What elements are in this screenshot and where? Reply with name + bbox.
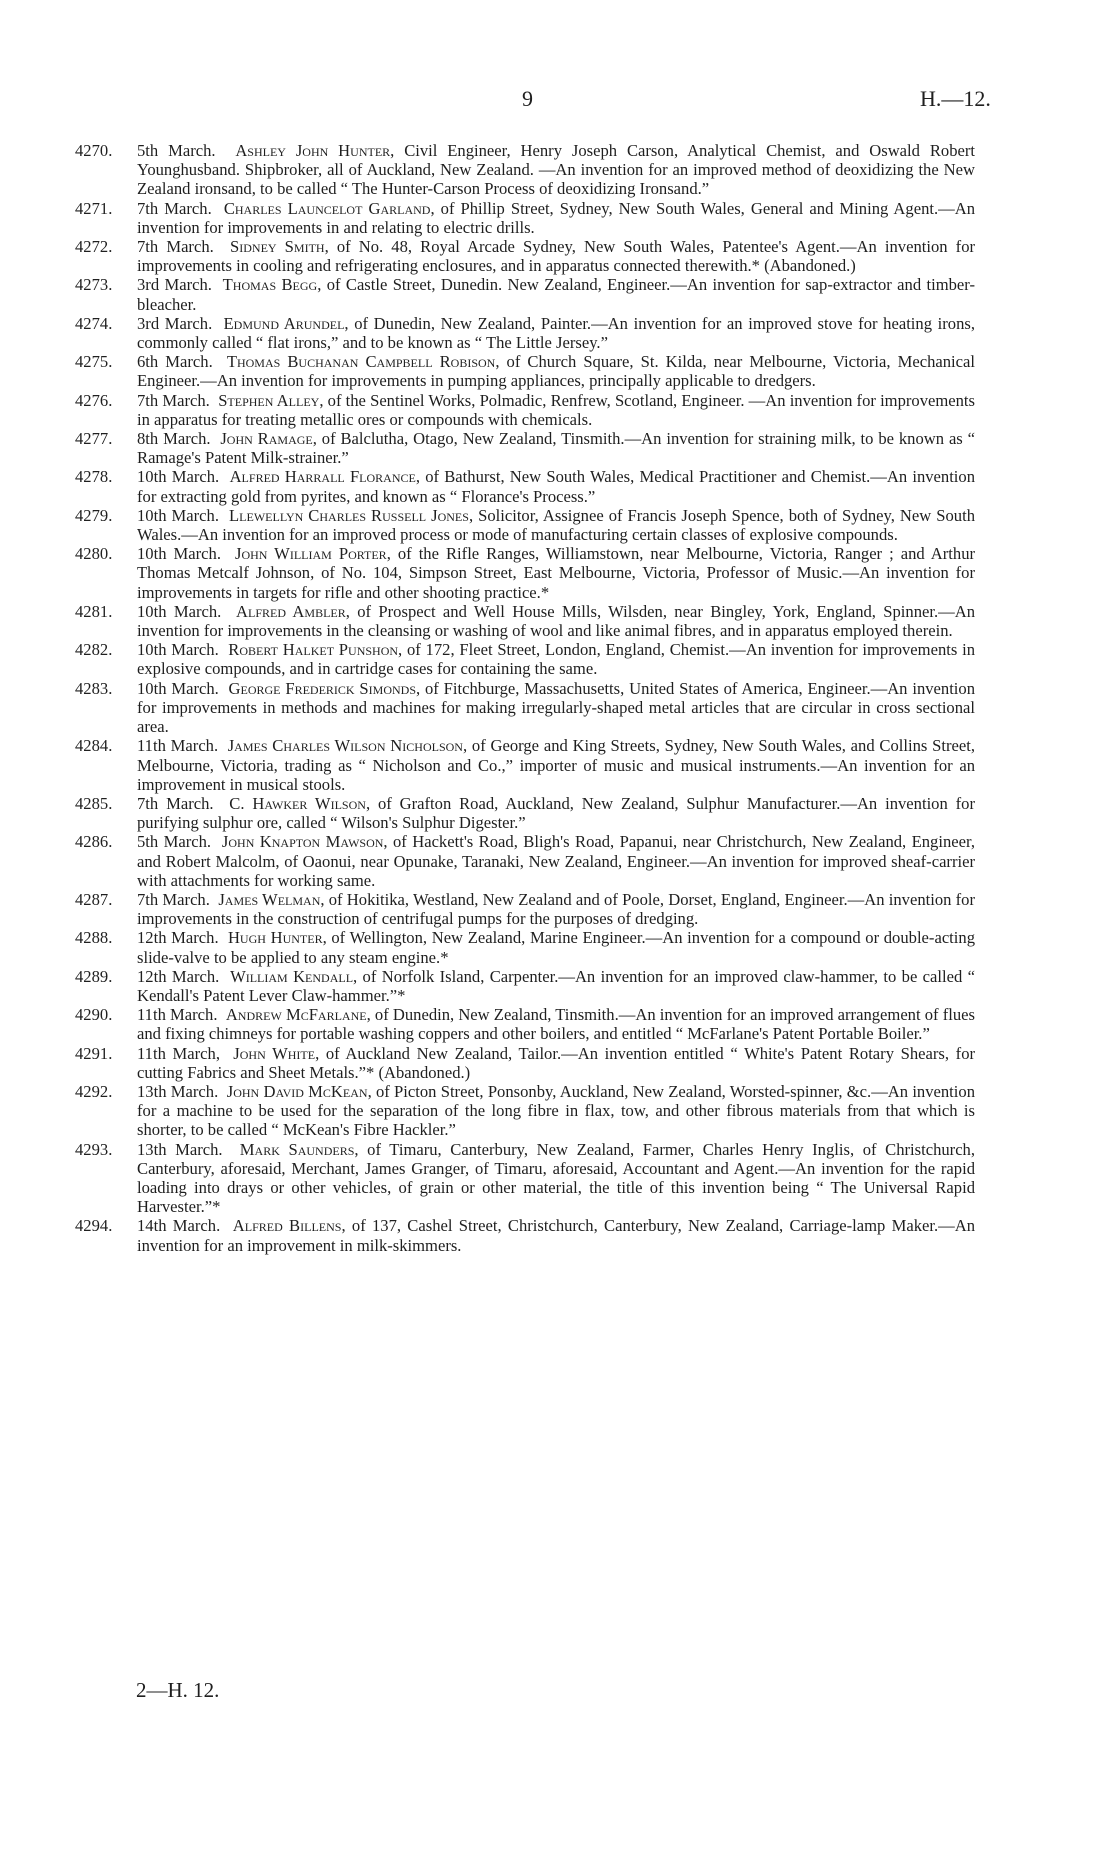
entry-number: 4283.: [75, 678, 113, 698]
entry-date: 7th March.: [137, 390, 210, 410]
patent-entry: [75, 429, 975, 467]
entry-date: 10th March.: [137, 640, 219, 660]
entry-date: 3rd March.: [137, 313, 213, 333]
patent-entry: [75, 890, 975, 928]
entry-applicant: Ashley John Hunter: [235, 141, 391, 160]
entry-number: 4273.: [75, 275, 113, 295]
paper-reference: H.—12.: [920, 86, 991, 111]
entry-date: 10th March.: [137, 544, 221, 564]
entry-applicant: John Ramage: [220, 429, 313, 449]
patent-entry: [75, 1005, 975, 1043]
entry-number: 4288.: [75, 928, 113, 948]
entry-number: 4291.: [75, 1043, 113, 1063]
entry-details: , of Grafton Road, Auckland, New Zealand, Sulphur Manufacturer.—An invention for purifying sulphur ore, called “ Wilson's Sulphur Digester.”: [137, 793, 975, 833]
entry-date: 3rd March.: [137, 275, 212, 295]
entry-number: 4294.: [75, 1216, 113, 1236]
entry-details: , of Dunedin, New Zealand, Painter.—An invention for an improved stove for heating irons, commonly called “ flat irons,” and to be known as “ The Little Jersey.”: [137, 313, 976, 353]
entry-applicant: William Kendall: [230, 966, 354, 986]
entry-details: , of Norfolk Island, Carpenter.—An invention for an improved claw-hammer, to be called “ Kendall's Patent Lever Claw-hammer.”*: [137, 966, 976, 1005]
patent-entries-list: [75, 141, 975, 1255]
entry-number: 4286.: [75, 832, 113, 852]
patent-entry: [75, 967, 975, 1005]
entry-details: , of Fitchburge, Massachusetts, United States of America, Engineer.—An invention for improvements in methods and machines for making irregularly-shaped metal articles that are circular in cross sectional area.: [137, 678, 976, 737]
patent-entry: [75, 928, 975, 966]
entry-details: , of Wellington, New Zealand, Marine Engineer.—An invention for a compound or double-acting slide-valve to be applied to any steam engine.*: [137, 928, 975, 967]
entry-date: 14th March.: [137, 1216, 221, 1236]
entry-applicant: Mark Saunders: [239, 1139, 355, 1159]
entry-details: , of George and King Streets, Sydney, New South Wales, and Collins Street, Melbourne, Victoria, trading as “ Nicholson and Co.,” importer of music and musical instruments.—An invention for an improvement in musical stools.: [137, 736, 976, 794]
entry-date: 13th March.: [137, 1081, 219, 1101]
entry-applicant: Thomas Begg: [222, 275, 318, 295]
entry-applicant: John William Porter: [235, 544, 387, 564]
entry-number: 4280.: [75, 544, 113, 564]
entry-date: 11th March.: [137, 736, 219, 756]
entry-applicant: Alfred Billens: [232, 1216, 342, 1236]
patent-entry: [75, 1044, 975, 1082]
entry-number: 4271.: [75, 198, 113, 218]
entry-details: , of No. 48, Royal Arcade Sydney, New South Wales, Patentee's Agent.—An invention for improvements in cooling and refrigerating enclosures, and in apparatus connected therewith.* (Abandoned.): [137, 237, 976, 276]
entry-date: 13th March.: [137, 1139, 223, 1159]
patent-entry: [75, 506, 975, 544]
entry-details: , of Prospect and Well House Mills, Wilsden, near Bingley, York, England, Spinner.—An invention for improvements in the cleansing or washing of wool and like animal fibres, and in apparatus employed therein.: [137, 601, 976, 641]
entry-applicant: Alfred Harrall Florance: [229, 467, 416, 487]
entry-date: 10th March.: [137, 505, 219, 525]
entry-number: 4279.: [75, 505, 113, 525]
patent-entry: [75, 736, 975, 794]
entry-number: 4277.: [75, 429, 113, 449]
entry-details: , of Hackett's Road, Bligh's Road, Papanui, near Christchurch, New Zealand, Engineer, and Robert Malcolm, of Oaonui, near Opunake, Taranaki, New Zealand, Engineer.—An invention for improved sheaf-carrier with attachments for working same.: [137, 832, 975, 890]
entry-number: 4272.: [75, 237, 113, 257]
entry-date: 7th March.: [137, 198, 212, 218]
patent-entry: [75, 679, 975, 737]
patent-entry: [75, 314, 975, 352]
entry-details: , of Dunedin, New Zealand, Tinsmith.—An invention for an improved arrangement of flues and fixing chimneys for portable washing coppers and other boilers, and entitled “ McFarlane's Patent Portable Boiler.”: [137, 1005, 975, 1044]
entry-applicant: C. Hawker Wilson: [229, 793, 366, 813]
entry-date: 7th March.: [137, 889, 210, 909]
patent-entry: [75, 832, 975, 890]
patent-entry: [75, 544, 975, 602]
entry-number: 4292.: [75, 1081, 113, 1101]
entry-applicant: Charles Launcelot Garland: [223, 198, 431, 218]
entry-date: 7th March.: [137, 237, 214, 257]
entry-date: 12th March.: [137, 966, 220, 986]
entry-number: 4284.: [75, 736, 113, 756]
patent-entry: [75, 391, 975, 429]
entry-applicant: John David McKean: [226, 1081, 368, 1101]
entry-details: , of Castle Street, Dunedin. New Zealand, Engineer.—An invention for sap-extractor and timber-bleacher.: [137, 275, 976, 314]
entry-details: , of the Rifle Ranges, Williamstown, near Melbourne, Victoria, Ranger ; and Arthur Thomas Metcalf Johnson, of No. 104, Simpson Street, East Melbourne, Victoria, Professor of Music.—An invention for improvements in targets for rifle and other shooting practice.*: [137, 544, 976, 602]
entry-applicant: Edmund Arundel: [223, 313, 345, 333]
entry-applicant: John Knapton Mawson: [221, 832, 384, 852]
entry-details: , Solicitor, Assignee of Francis Joseph Spence, both of Sydney, New South Wales.—An invention for an improved process or mode of manufacturing certain classes of explosive compounds.: [137, 505, 976, 545]
patent-entry: [75, 237, 975, 275]
entry-details: , of Hokitika, Westland, New Zealand and of Poole, Dorset, England, Engineer.—An invention for improvements in the construction of centrifugal pumps for the purposes of dredging.: [137, 889, 975, 929]
patent-entry: [75, 141, 975, 199]
entry-details: , of Phillip Street, Sydney, New South Wales, General and Mining Agent.—An invention for improvements in and relating to electric drills.: [137, 198, 976, 237]
signature-mark: 2—H. 12.: [136, 1678, 220, 1702]
patent-entry: [75, 1140, 975, 1217]
entry-applicant: Llewellyn Charles Russell Jones: [229, 505, 469, 525]
patent-entry: [75, 640, 975, 678]
entry-details: , of Church Square, St. Kilda, near Melbourne, Victoria, Mechanical Engineer.—An invention for improvements in pumping appliances, principally applicable to dredgers.: [137, 352, 975, 391]
entry-details: , of Auckland New Zealand, Tailor.—An invention entitled “ White's Patent Rotary Shears, for cutting Fabrics and Sheet Metals.”* (Abandoned.): [137, 1043, 976, 1082]
entry-date: 11th March,: [137, 1043, 220, 1063]
entry-number: 4289.: [75, 966, 113, 986]
entry-number: 4287.: [75, 889, 113, 909]
entry-applicant: George Frederick Simonds: [228, 678, 416, 698]
entry-number: 4290.: [75, 1005, 113, 1025]
entry-details: , Civil Engineer, Henry Joseph Carson, Analytical Chemist, and Oswald Robert Younghusband. Shipbroker, all of Auckland, New Zealand. —An invention for an improved method of deoxidizing the New Zealand ironsand, to be called “ The Hunter-Carson Process of deoxidizing Ironsand.”: [137, 141, 975, 199]
entry-details: , of 137, Cashel Street, Christchurch, Canterbury, New Zealand, Carriage-lamp Maker.—An invention for an improvement in milk-skimmers.: [137, 1216, 976, 1255]
entry-number: 4293.: [75, 1139, 113, 1159]
entry-date: 12th March.: [137, 928, 219, 948]
entry-applicant: Andrew McFarlane: [225, 1005, 367, 1025]
entry-number: 4270.: [75, 141, 113, 160]
entry-number: 4275.: [75, 352, 113, 372]
entry-number: 4278.: [75, 467, 113, 487]
entry-details: , of the Sentinel Works, Polmadic, Renfrew, Scotland, Engineer. —An invention for improvements in apparatus for treating metallic ores or compounds with chemicals.: [137, 390, 975, 429]
patent-entry: [75, 352, 975, 390]
entry-date: 11th March.: [137, 1005, 218, 1025]
patent-entry: [75, 467, 975, 505]
entry-details: , of Balclutha, Otago, New Zealand, Tinsmith.—An invention for straining milk, to be known as “ Ramage's Patent Milk-strainer.”: [137, 429, 976, 468]
patent-entry: [75, 794, 975, 832]
entry-applicant: Thomas Buchanan Campbell Robison: [226, 352, 496, 372]
entry-applicant: Sidney Smith: [230, 237, 325, 257]
entry-applicant: James Charles Wilson Nicholson: [227, 736, 463, 756]
entry-date: 10th March.: [137, 601, 222, 621]
entry-details: , of Bathurst, New South Wales, Medical Practitioner and Chemist.—An invention for extracting gold from pyrites, and known as “ Florance's Process.”: [137, 467, 976, 506]
entry-date: 5th March.: [137, 141, 216, 160]
entry-date: 10th March.: [137, 678, 219, 698]
entry-details: , of Timaru, Canterbury, New Zealand, Farmer, Charles Henry Inglis, of Christchurch, Canterbury, aforesaid, Merchant, James Granger, of Timaru, aforesaid, Accountant and Agent.—An invention for the rapid loading into drays or other vehicles, of grain or other material, the title of this invention being “ The Universal Rapid Harvester.”*: [137, 1139, 976, 1217]
patent-entry: [75, 199, 975, 237]
entry-applicant: Hugh Hunter: [227, 928, 323, 948]
entry-number: 4274.: [75, 313, 113, 333]
entry-date: 5th March.: [137, 832, 212, 852]
entry-details: , of 172, Fleet Street, London, England, Chemist.—An invention for improvements in explosive compounds, and in cartridge cases for containing the same.: [137, 640, 975, 679]
entry-number: 4285.: [75, 793, 113, 813]
entry-date: 7th March.: [137, 793, 214, 813]
patent-entry: [75, 1082, 975, 1140]
patent-entry: [75, 275, 975, 313]
entry-applicant: Alfred Ambler: [236, 601, 346, 621]
page-number: 9: [522, 86, 533, 111]
entry-number: 4282.: [75, 640, 113, 660]
entry-applicant: John White: [233, 1043, 316, 1063]
entry-date: 8th March.: [137, 429, 211, 449]
page-header: [0, 86, 1114, 118]
entry-date: 6th March.: [137, 352, 213, 372]
entry-applicant: James Welman: [218, 889, 321, 909]
patent-entry: [75, 1216, 975, 1254]
entry-date: 10th March.: [137, 467, 220, 487]
entry-details: , of Picton Street, Ponsonby, Auckland, New Zealand, Worsted-spinner, &c.—An invention for a machine to be used for the separation of the long fibre in flax, tow, and other fibrous materials from that which is shorter, to be called “ McKean's Fibre Hackler.”: [137, 1081, 976, 1140]
entry-applicant: Stephen Alley: [218, 390, 320, 410]
entry-applicant: Robert Halket Punshon: [228, 640, 399, 660]
entry-number: 4276.: [75, 390, 113, 410]
entry-number: 4281.: [75, 601, 113, 621]
patent-entry: [75, 602, 975, 640]
